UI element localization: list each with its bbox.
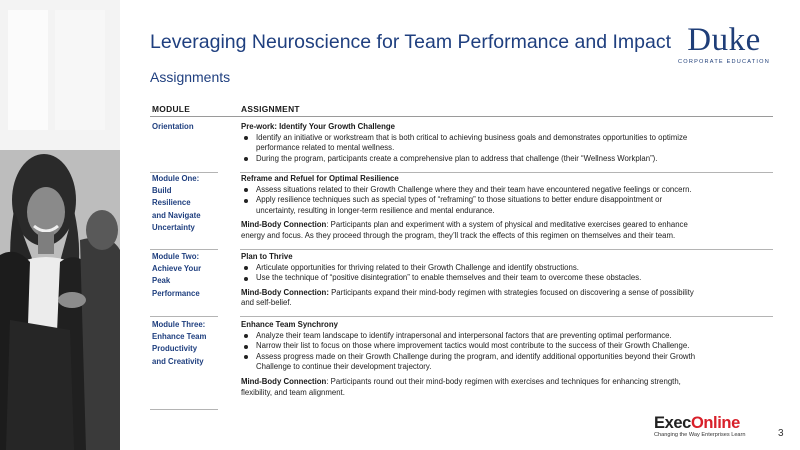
module-line: Uncertainty: [152, 222, 195, 232]
module-line: and Creativity: [152, 356, 204, 366]
assignment-bullet: Identify an initiative or workstream that is both critical to achieving business goals and demonstrates opportunities to optimize performance related to mental wellness.: [241, 133, 776, 154]
slide-subtitle: Assignments: [150, 69, 231, 85]
assignment-bullet: Assess situations related to their Growth Challenge where they and their team have encountered negative feelings or concern.: [241, 185, 776, 196]
module-line: Resilience: [152, 198, 191, 208]
assignment-heading: Reframe and Refuel for Optimal Resilience: [241, 174, 399, 183]
assignment-bullet: Narrow their list to focus on those where improvement tactics would most contribute to the success of their Growth Challenge.: [241, 341, 776, 352]
assignment-bullet: During the program, participants create a comprehensive plan to address that challenge (their “Wellness Workplan”).: [241, 154, 776, 165]
module-divider: [150, 409, 218, 410]
module-line: Enhance Team: [152, 332, 207, 342]
assignment-heading: Pre-work: Identify Your Growth Challenge: [241, 122, 395, 131]
assignment-cell-two: [241, 252, 776, 309]
module-line: Orientation: [152, 122, 194, 131]
duke-logo: [678, 24, 770, 65]
module-line: Module Two:: [152, 252, 200, 261]
module-column-header: MODULE: [152, 104, 191, 114]
execonline-wordmark: ExecOnline: [654, 414, 740, 432]
assignment-bullet: Articulate opportunities for thriving related to their Growth Challenge and identify obstructions.: [241, 263, 776, 274]
module-line: Build: [152, 186, 172, 196]
duke-logo-tagline: CORPORATE EDUCATION: [678, 59, 770, 65]
header-divider: [150, 116, 773, 117]
assignment-cell-three: [241, 320, 776, 398]
module-line: Productivity: [152, 344, 198, 354]
assignment-cell-one: [241, 174, 776, 242]
mind-body-note: Mind-Body Connection: Participants plan and experiment with a system of physical and meditative exercises geared to enhance energy and focus. As they proceed through the program, they’ll track the effects of this regimen on themselves and their team.: [241, 220, 688, 240]
module-cell-one: [152, 173, 201, 234]
assignment-bullet: Analyze their team landscape to identify intrapersonal and interpersonal factors that are preventing optimal performance.: [241, 331, 776, 342]
slide-title: Leveraging Neuroscience for Team Performance and Impact: [150, 31, 671, 53]
module-line: Peak: [152, 276, 171, 286]
module-line: Module One:: [152, 174, 200, 183]
hero-photo: [0, 0, 120, 450]
assignment-cell-orientation: [241, 122, 776, 164]
assignment-heading: Plan to Thrive: [241, 252, 293, 261]
module-line: Module Three:: [152, 320, 206, 329]
mind-body-note: Mind-Body Connection: Participants expand their mind-body regimen with strategies focused on discovering a sense of possibility and self-belief.: [241, 287, 694, 308]
module-line: Achieve Your: [152, 264, 202, 274]
assignment-bullet: Apply resilience techniques such as special types of “reframing” to those situations to better endure disappointment or uncertainty, resulting in longer-term resilience and mental endurance.: [241, 195, 776, 216]
module-line: and Navigate: [152, 210, 201, 220]
execonline-logo: [654, 415, 758, 438]
assignment-divider: [240, 172, 773, 173]
module-divider: [150, 249, 218, 250]
assignment-bullet: Use the technique of “positive disintegration” to enable themselves and their team to overcome these obstacles.: [241, 273, 776, 284]
module-line: Performance: [152, 288, 200, 298]
execonline-tagline: Changing the Way Enterprises Learn: [654, 432, 746, 438]
assignment-heading: Enhance Team Synchrony: [241, 320, 338, 329]
page-number: 3: [778, 428, 784, 439]
module-cell-two: [152, 251, 201, 300]
assignment-divider: [240, 249, 773, 250]
assignment-bullet: Assess progress made on their Growth Challenge during the program, and identify additional opportunities beyond their Growth Challenge to continue their development trajectory.: [241, 352, 776, 373]
duke-logo-word: Duke: [687, 22, 761, 58]
assignment-divider: [240, 316, 773, 317]
module-cell-orientation: [152, 121, 194, 133]
mind-body-note: Mind-Body Connection: Participants round out their mind-body regimen with exercises and techniques for enhancing strength, flexibility, and team alignment.: [241, 376, 681, 397]
module-cell-three: [152, 319, 206, 368]
module-divider: [150, 316, 218, 317]
assignment-column-header: ASSIGNMENT: [241, 104, 300, 114]
